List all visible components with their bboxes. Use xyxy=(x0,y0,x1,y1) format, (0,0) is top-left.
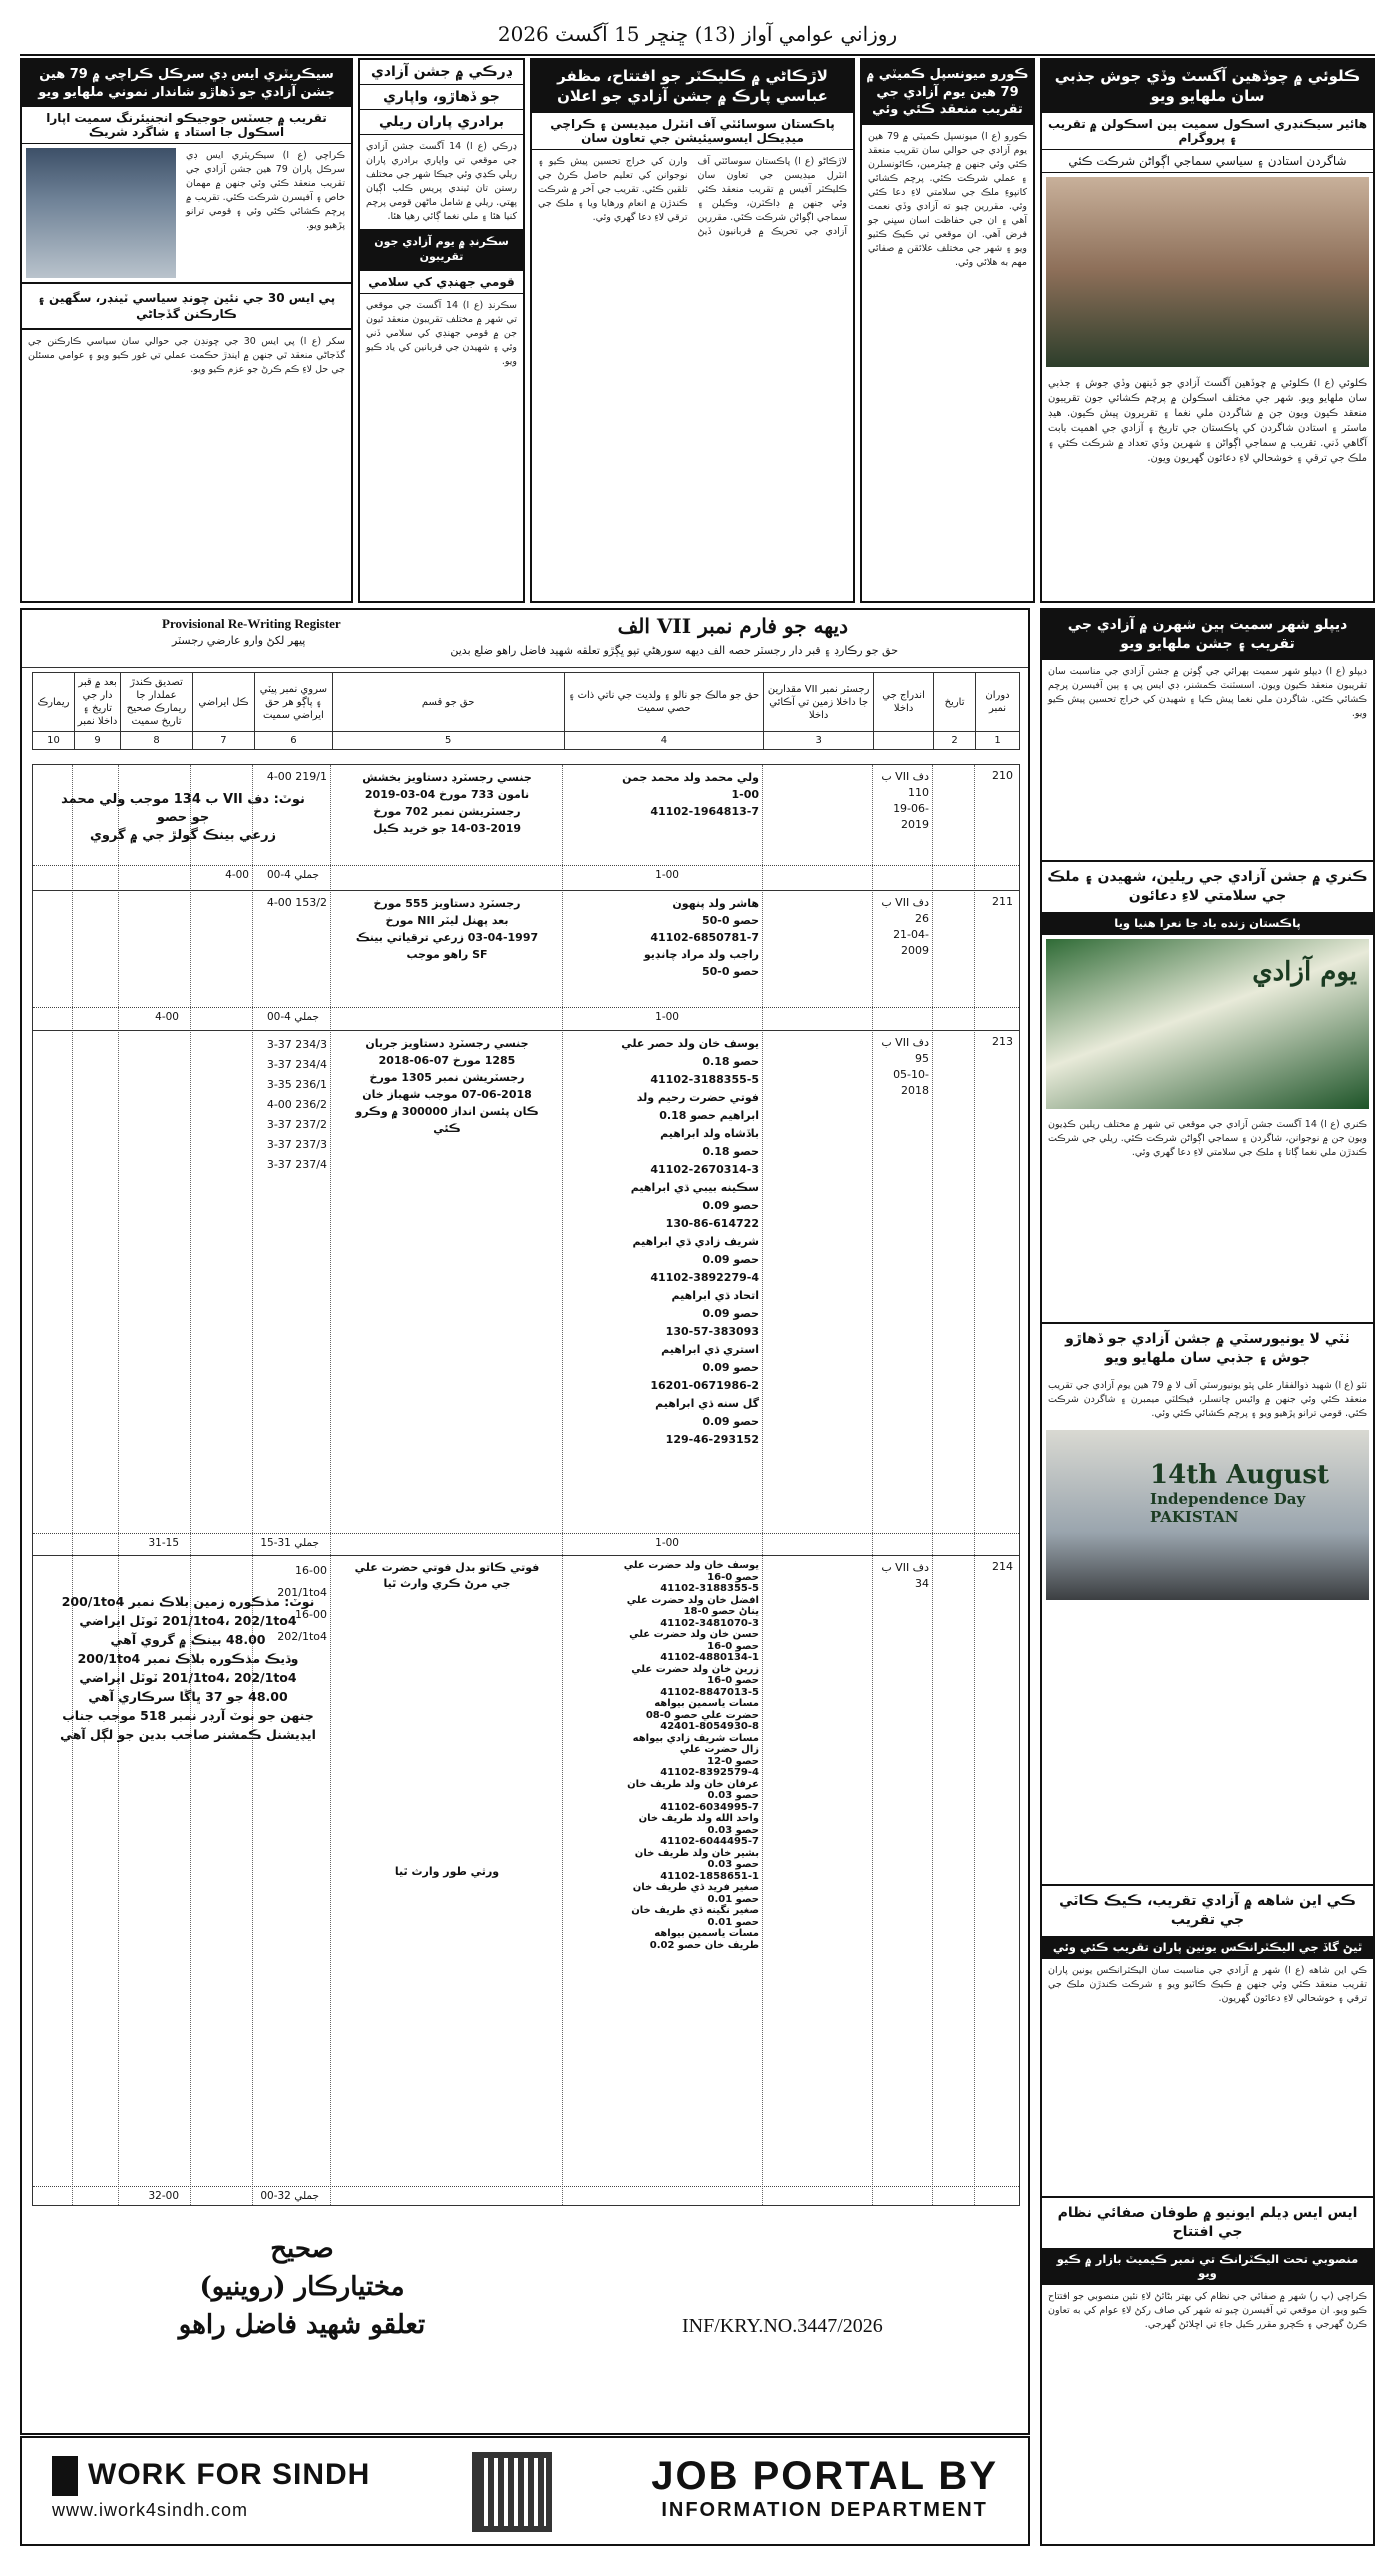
article-koro xyxy=(860,58,1035,603)
land-record-notice xyxy=(20,608,1030,2435)
col-header: حق جو قسم xyxy=(332,673,564,732)
article-body: ديپلو (ع ا) ديپلو شهر سميت ٻهرائي جي ڳوٺن ۾ جشن آزادي جي مناسبت سان تقريبون منعقد ڪيون ويون. اسسٽنٽ ڪمشنر، ڊي ايس پي ۽ ٻين آفيسرن پرچم ڪشائي ڪئي. شاگردن ملي نغما پيش ڪيا ۽ شهيدن کي خراج تحسين پيش ڪيو ويو. xyxy=(1048,665,1367,719)
col-header: اندراج جي داخلا xyxy=(874,673,934,732)
article-body: سڪرنڊ (ع ا) 14 آگسٽ جي موقعي تي شهر ۾ مختلف تقريبون منعقد ٿيون جن ۾ قومي جهنڊي کي سلامي ڏني وئي ۽ شهيدن جي قربانين کي ياد ڪيو ويو. xyxy=(366,299,517,367)
inf-reference: INF/KRY.NO.3447/2026 xyxy=(682,2315,883,2337)
entry-total: جملي 32-00 xyxy=(260,2190,319,2202)
entry-total-area: 32-00 xyxy=(148,2190,179,2202)
col-header: بعد ۾ قبر دار جي تاريخ ۽ داخلا نمبر xyxy=(75,673,121,732)
qr-code-icon xyxy=(472,2452,552,2532)
article-body: ڍرڪي (ع ا) 14 آگسٽ جشن آزادي جي موقعي تي واپاري برادري پاران ريلي ڪڍي وئي جيڪا شهر جي مختلف رستن تان ٿيندي پريس ڪلب اڳيان پهتي. ريلي ۾ شامل ماڻهن قومي پرچم کنيا هئا ۽ ملي نغما ڳائي رهيا هئا. xyxy=(366,141,517,222)
entry-owner: هاشر ولد پنهون حصو 0-50 41102-6850781-7 راجب ولد مراد چانڊيو حصو 0-50 xyxy=(643,897,759,978)
article-body: ڪلوئي (ع ا) ڪلوئي ۾ چوڏهين آگسٽ آزادي جو ڏينهن وڏي جوش ۽ جذبي سان ملهايو ويو. شهر جي مختلف اسڪولن ۾ پرچم ڪشائي جون تقريبون منعقد ڪيون ويون جن ۾ شاگردن ملي نغما ۽ تقريرون پيش ڪيون. هيڊ ماسٽر ۽ استادن شاگردن کي پاڪستان جي تاريخ ۽ آزادي جي اهميت بابت آگاهي ڏني. تقريب ۾ سماجي اڳواڻن ۽ شهرين وڏي تعداد ۾ شرڪت ڪئي ۽ ملڪ جي ترقي ۽ خوشحالي لاءِ دعائون گهريون ويون. xyxy=(1048,377,1367,464)
col-header: تاريخ xyxy=(934,673,976,732)
entry-total-row xyxy=(33,1007,1019,1027)
brand-text: WORK FOR SINDH xyxy=(88,2457,371,2491)
article-body: ڪراچي (پ ر) شهر ۾ صفائي جي نظام کي بهتر بڻائڻ لاءِ نئين منصوبي جو افتتاح ڪيو ويو. ان موقعي تي آفيسرن چيو ته شهر کي صاف رکڻ لاءِ عوام کي به تعاون ڪرڻ گهرجي ۽ ڪچرو مقرر ڪيل جاءِ تي اڇلائڻ گهرجي. xyxy=(1048,2290,1367,2330)
col-number: 1 xyxy=(976,732,1020,750)
entry-number: 210 xyxy=(992,769,1013,782)
article-body: ڪنري (ع ا) 14 آگسٽ جشن آزادي جي موقعي تي شهر ۾ مختلف ريلين ڪڍيون ويون جن ۾ نوجوانن، شاگردن ۽ سماجي اڳواڻن شرڪت ڪئي. ريلي جي شرڪت ڪندڙن ملي نغما ڳاتا ۽ ملڪ جي سلامتي لاءِ دعا گهري وئي. xyxy=(1048,1118,1368,1158)
register-entry xyxy=(33,765,1019,890)
entry-form-ref: دف VII ب 34 xyxy=(881,1561,929,1590)
article-headline: ڪي اين شاهه ۾ آزادي تقريب، ڪيڪ ڪاٽي جي تقريب xyxy=(1042,1886,1373,1936)
news-photo xyxy=(1046,939,1369,1109)
entry-deed: فوتي ڪاتو بدل فوتي حضرت علي جي مرڻ ڪري وارث ٿيا ورثي طور وارث ٿيا xyxy=(354,1561,540,1878)
article-body: لاڙڪاڻو (ع ا) پاڪستان سوسائٽي آف انٽرل ميڊيسن جي تعاون سان ڪليڪٽر آفيس ۾ تقريب منعقد ڪئي وئي جنهن ۾ ڊاڪٽرن، وڪيلن ۽ سماجي اڳواڻن شرڪت ڪئي. مقررين آزادي جي تحريڪ ۾ قربانيون ڏيڻ وارن کي خراج تحسين پيش ڪيو ۽ نوجوانن کي تعليم حاصل ڪرڻ جي تلقين ڪئي. تقريب جي آخر ۾ شرڪت ڪندڙن ۾ انعام ورهايا ويا ۽ ملڪ جي ترقي لاءِ دعا گهري وئي. xyxy=(538,155,847,237)
col-number: 2 xyxy=(934,732,976,750)
col-header: سروي نمبر پيٽي ۽ پاڳو هر حق ايراضي سميت xyxy=(254,673,332,732)
col-number: 8 xyxy=(121,732,193,750)
entry-total-row xyxy=(33,2186,1019,2206)
entry-number: 213 xyxy=(992,1035,1013,1048)
register-entry xyxy=(33,1030,1019,1555)
article-subheadline: پي ايس 30 جي نئين چونڊ سياسي ٽينڊر، سگهين ۽ ڪارڪنن گڏجاڻي xyxy=(22,282,351,330)
signature-block xyxy=(122,2230,482,2344)
article-sukkur xyxy=(20,58,353,603)
article-body: ڪراچي (ع ا) سيڪريٽري ايس ڊي سرڪل پاران 79 هين جشن آزادي جي تقريب منعقد ڪئي وئي جنهن ۾ مهمان خاص ۽ آفيسرن شرڪت ڪئي. تقريب ۾ پرچم ڪشائي ڪئي وئي ۽ قومي ترانو پڙهيو ويو. xyxy=(186,150,345,232)
entry-form-ref: دف VII ب 26 21-04-2009 xyxy=(881,896,929,957)
article-headline: ڪنري ۾ جشن آزادي جي ريلين، شهيدن ۽ ملڪ جي سلامتي لاءِ دعائون xyxy=(1042,862,1373,912)
brand xyxy=(52,2456,370,2496)
article-headline: ڍرڪي ۾ جشن آزادي xyxy=(360,60,523,85)
photo-caption-sub: Independence Day xyxy=(1150,1489,1306,1508)
job-portal-banner xyxy=(20,2436,1030,2546)
article-kaloi xyxy=(1040,58,1375,603)
register-rows xyxy=(32,764,1020,2206)
job-portal-block xyxy=(651,2454,998,2522)
entry-share: 1-00 xyxy=(655,1011,679,1023)
register-entry xyxy=(33,1555,1019,2207)
article-headline: ٺٽي لا يونيورسٽي ۾ جشن آزادي جو ڏهاڙو جوش ۽ جذبي سان ملهايو ويو xyxy=(1042,1324,1373,1374)
article-headline: ديپلو شهر سميت ٻين شهرن ۾ آزادي جي تقريب ۽ جشن ملهايو ويو xyxy=(1042,610,1373,660)
col-number: 10 xyxy=(33,732,75,750)
notice-title-en-sub: پيهر لکڻ وارو عارضي رجسٽر xyxy=(172,634,306,647)
col-number: 7 xyxy=(192,732,254,750)
entry-form-ref: دف VII ب 95 05-10-2018 xyxy=(881,1036,929,1097)
article-dharki xyxy=(358,58,525,603)
article-cleanliness xyxy=(1042,2198,1373,2548)
department-name: INFORMATION DEPARTMENT xyxy=(661,2499,988,2521)
article-thatta xyxy=(1042,1324,1373,1884)
brand-url[interactable]: www.iwork4sindh.com xyxy=(52,2500,249,2520)
entry-total-area: 31-15 xyxy=(148,1537,179,1549)
article-headline: لاڙڪاڻي ۾ ڪليڪٽر جو افتتاح، مظفر عباسي پارڪ ۾ جشن آزادي جو اعلان xyxy=(532,60,853,113)
news-photo xyxy=(1046,177,1369,367)
col-number: 9 xyxy=(75,732,121,750)
entry-owner: يوسف خان ولد حضرت علي حصو 0-16 41102-3188355-5 افضل خان ولد حضرت علي يناڻ حصو 0-18 41102-3481070-3 حسن خان ولد حضرت علي حصو 0-16 41102-4880134-1 زرين خان ولد حضرت علي حصو 0-16 41102-8847013-5 مسات ياسمين بيواهه حضرت علي حصو 0-08 42401-8054930-8 مسات شريف زادي بيواهه زال حضرت علي حصو 0-12 41102-8392579-4 عرفان خان ولد طريف خان حصو 0.03 41102-6034995-7 واحد الله ولد طريف خان حصو 0.03 41102-6044495-7 بشير خان ولد طريف خان حصو 0.03 41102-1858651-1 صغير فريد ڌي طريف خان حصو 0.01 صغير نگينه ڌي طريف خان حصو 0.01 مسات ياسمين بيواهه طريف خان حصو 0.02 xyxy=(623,1560,759,1951)
col-header: دوران نمبر xyxy=(976,673,1020,732)
col-header: ريمارڪ xyxy=(33,673,75,732)
col-header: رجسٽر نمبر VII مقدارين جا داخلا زمين تي آڪائي داخلا xyxy=(764,673,874,732)
photo-caption: يوم آزادي xyxy=(1252,956,1357,987)
article-headline: ايس ايس ڊيلم ايونيو ۾ طوفان صفائي نظام جي افتتاح xyxy=(1042,2198,1373,2248)
col-number: 6 xyxy=(254,732,332,750)
signature-line: صحيح xyxy=(270,2234,334,2264)
job-portal-title: JOB PORTAL BY xyxy=(651,2454,998,2498)
notice-title-location: حق جو رڪارڊ ۽ قبر دار رجسٽر حصه الف ديهه سورهڻي تپو ڀڳڙو تعلقه شهيد فاضل راهو ضلع بدين xyxy=(450,644,898,657)
notice-title-form: ديهه جو فارم نمبر VII الف xyxy=(617,614,848,638)
entry-deed: جنسي رجسٽرڊ دستاويز بخشش نامون 733 مورخ 04-03-2019 رجسٽريشن نمبر 702 مورخ 14-03-2019 جو خريد ڪيل xyxy=(362,771,532,835)
article-subheadline: سڪرنڊ ۾ يوم آزادي جون تقريبون xyxy=(360,229,523,271)
notice-title-en: Provisional Re-Writing Register xyxy=(162,616,341,631)
article-headline: ڪورو ميونسپل ڪميٽي ۾ 79 هين يوم آزادي جي تقريب منعقد ڪئي وئي xyxy=(862,60,1033,125)
entry-total: جملي 4-00 xyxy=(267,869,319,881)
article-kunri xyxy=(1042,862,1373,1322)
article-subheadline: قومي جهنڊي کي سلامي xyxy=(360,271,523,294)
article-headline: برادري پاران ريلي xyxy=(360,110,523,135)
portrait-photo xyxy=(26,148,176,278)
entry-survey: 4-00 153/2 xyxy=(266,896,327,909)
entry-note: نوٽ: دف VII ب 134 موجب ولي محمد جو حصو زرعي بينڪ گولڙ جي ۾ گروي xyxy=(61,792,305,843)
news-photo xyxy=(1046,1430,1369,1600)
entry-total: جملي 31-15 xyxy=(260,1537,319,1549)
entry-share: 1-00 xyxy=(655,1537,679,1549)
entry-form-ref: دف VII ب 110 19-06-2019 xyxy=(881,770,929,831)
article-headline: سيڪريٽري ايس ڊي سرڪل ڪراچي ۾ 79 هين جشن آزادي جو ڏهاڙو شاندار نموني ملهايو ويو xyxy=(22,60,351,107)
photo-caption xyxy=(1150,1460,1329,1526)
brand-block xyxy=(52,2456,370,2521)
col-number: 3 xyxy=(764,732,874,750)
col-header: ڪل ايراضي xyxy=(192,673,254,732)
entry-survey: 16-00 201/1to4 16-00 202/1to4 xyxy=(277,1564,327,1643)
entry-survey: 3-37 234/3 3-37 234/4 3-35 236/1 4-00 236/2 3-37 237/2 3-37 237/3 3-37 237/4 xyxy=(266,1038,327,1171)
article-subheadline: پاڪستان سوسائٽي آف انٽرل ميڊيسن ۽ ڪراچي ميڊيڪل ايسوسيئيشن جي تعاون سان xyxy=(532,113,853,150)
entry-owner: ولي محمد ولد محمد جمن 1-00 41102-1964813-7 xyxy=(622,771,759,818)
article-subheadline: تقريب ۾ جسٽس جوجيڪو انجنيئرنگ سميت اپارا اسڪول جا استاد ۽ شاگرد شريڪ xyxy=(22,107,351,144)
col-header: حق جو مالڪ جو نالو ۽ ولديت جي ناتي ذات ۽ حصي سميت xyxy=(564,673,764,732)
entry-owner: يوسف خان ولد حصر علي حصو 0.18 41102-3188355-5 فوتي حضرت رحيم ولد ابراهيم حصو 0.18 باڏشاه ولد ابراهيم حصو 0.18 41102-2670314-3 سڪينه بيبي ڌي ابراهيم حصو 0.09 130-86-614722 شريف زادي ڌي ابراهيم حصو 0.09 41102-3892279-4 اتحاد ڌي ابراهيم حصو 0.09 130-57-383093 استري ڌي ابراهيم حصو 0.09 16201-0671986-2 گل سنه ڌي ابراهيم حصو 0.09 129-46-293152 xyxy=(621,1037,759,1446)
photo-caption-date: 14th August xyxy=(1150,1459,1329,1490)
article-subheadline: منصوبي تحت اليڪٽرانڪ تي نمبر ڪيميٽ بازار ۾ ڪيو ويو xyxy=(1042,2248,1373,2285)
right-news-column xyxy=(1040,608,1375,2546)
masthead: روزاني عوامي آواز (13) ڇنڇر 15 آگسٽ 2026 xyxy=(20,18,1375,56)
photo-caption-country: PAKISTAN xyxy=(1150,1507,1239,1526)
entry-total-area: 4-00 xyxy=(155,1011,179,1023)
article-headline: ڪلوئي ۾ چوڏهين آگسٽ وڏي جوش جذبي سان ملهايو ويو xyxy=(1042,60,1373,113)
brand-logo-icon xyxy=(52,2456,78,2496)
article-headline: جو ڏهاڙو، واپاري xyxy=(360,85,523,110)
article-body: ڪي اين شاهه (ع ا) شهر ۾ آزادي جي مناسبت سان اليڪٽرانڪس يونين پاران تقريب منعقد ڪئي وئي جنهن ۾ ڪيڪ ڪاٽيو ويو ۽ شرڪت ڪندڙن ملڪ جي ترقي ۽ خوشحالي لاءِ دعائون گهريون. xyxy=(1048,1964,1367,2004)
col-number: 5 xyxy=(332,732,564,750)
article-body: ٺٽو (ع ا) شهيد ذوالفقار علي ڀٽو يونيورسٽي آف لا ۾ 79 هين يوم آزادي جي تقريب منعقد ڪئي وئي جنهن ۾ وائيس چانسلر، فيڪلٽي ميمبرن ۽ شاگردن شرڪت ڪئي. قومي ترانو پڙهيو ويو ۽ پرچم ڪشائي ڪئي وئي. xyxy=(1048,1379,1367,1419)
entry-note: نوٽ: مذڪوره زمين بلاڪ نمبر 200/1to4 201/1to4، 202/1to4 ٽوٽل ايراضي 48.00 بينڪ ۾ گروي آهي وڌيڪ مذڪوره بلاڪ نمبر 200/1to4 201/1to4، 202/1to4 ٽوٽل ايراضي 48.00 جو 37 ڀاڱا سرڪاري آهي جنهن جو نوٽ آرڊر نمبر 518 موجب جناب ايڊيشنل ڪمشنر صاحب بدين جو لڳل آهي xyxy=(60,1594,316,1742)
signature-line: مختيارڪار (روينيو) xyxy=(199,2272,405,2302)
entry-deed: رجسٽرڊ دستاويز 555 مورخ بعد پهنل ليٽر NII مورخ 03-04-1997 زرعي ترقياتي بينڪ SF راهو موجب xyxy=(355,897,539,961)
notice-header xyxy=(22,610,1028,668)
col-number xyxy=(874,732,934,750)
col-number: 4 xyxy=(564,732,764,750)
article-subheadline: هائير سيڪنڊري اسڪول سميت ٻين اسڪولن ۾ تقريب ۽ پروگرام xyxy=(1042,113,1373,150)
article-kn-shah xyxy=(1042,1886,1373,2196)
entry-total: جملي 4-00 xyxy=(267,1011,319,1023)
article-body: ڪورو (ع ا) ميونسپل ڪميٽي ۾ 79 هين يوم آزادي جي حوالي سان تقريب منعقد ڪئي وئي جنهن ۾ چيئرمين، ڪائونسلرن ۽ عملي شرڪت ڪئي. پرچم ڪشائي کانپوءِ ملڪ جي سلامتي لاءِ دعا ڪئي وئي. مقررين چيو ته آزادي وڏي نعمت آهي ۽ ان جي حفاظت اسان سڀني جو فرض آهي. ان موقعي تي ڪيڪ ڪٽيو ويو ۽ شهر جي مختلف علائقن ۾ صفائي مهم به هلائي وئي. xyxy=(868,130,1027,268)
signature-line: تعلقو شهيد فاضل راهو xyxy=(178,2310,426,2340)
article-subheadline: ٿيڻ گاڏ جي اليڪٽرانڪس يونين پاران تقريب ڪئي وئي xyxy=(1042,1936,1373,1959)
entry-deed: جنسي رجسٽرڊ دستاويز جريان 1285 مورخ 07-06-2018 رجسٽريشن نمبر 1305 مورخ 07-06-2018 موجب شهباز خان ڪان پئسن انداز 300000 ۾ وڪرو ڪئي xyxy=(355,1037,539,1135)
entry-total-row xyxy=(33,865,1019,885)
register-header-table xyxy=(32,672,1020,750)
article-deplo xyxy=(1042,610,1373,860)
article-subheadline: پاڪستان زنده باد جا نعرا هنيا ويا xyxy=(1042,912,1373,935)
col-header: تصديق ڪندڙ عملدار جا ريمارڪ صحيح تاريخ سميت xyxy=(121,673,193,732)
entry-share: 1-00 xyxy=(655,869,679,881)
article-larkana xyxy=(530,58,855,603)
entry-total-area: 4-00 xyxy=(225,869,249,881)
register-entry xyxy=(33,890,1019,1030)
article-body: سکر (ع ا) پي ايس 30 جي چونڊن جي حوالي سان سياسي ڪارڪنن جي گڏجاڻي منعقد ٿي جنهن ۾ ايندڙ حڪمت عملي تي غور ڪيو ويو ۽ عوامي مسئلن جي حل لاءِ ڪم ڪرڻ جو عزم ڪيو ويو. xyxy=(28,336,345,376)
entry-total-row xyxy=(33,1533,1019,1553)
entry-survey: 4-00 219/1 xyxy=(266,770,327,783)
article-subheadline: شاگردن استادن ۽ سياسي سماجي اڳواڻن شرڪت ڪئي xyxy=(1042,150,1373,173)
entry-number: 214 xyxy=(992,1560,1013,1573)
entry-number: 211 xyxy=(992,895,1013,908)
